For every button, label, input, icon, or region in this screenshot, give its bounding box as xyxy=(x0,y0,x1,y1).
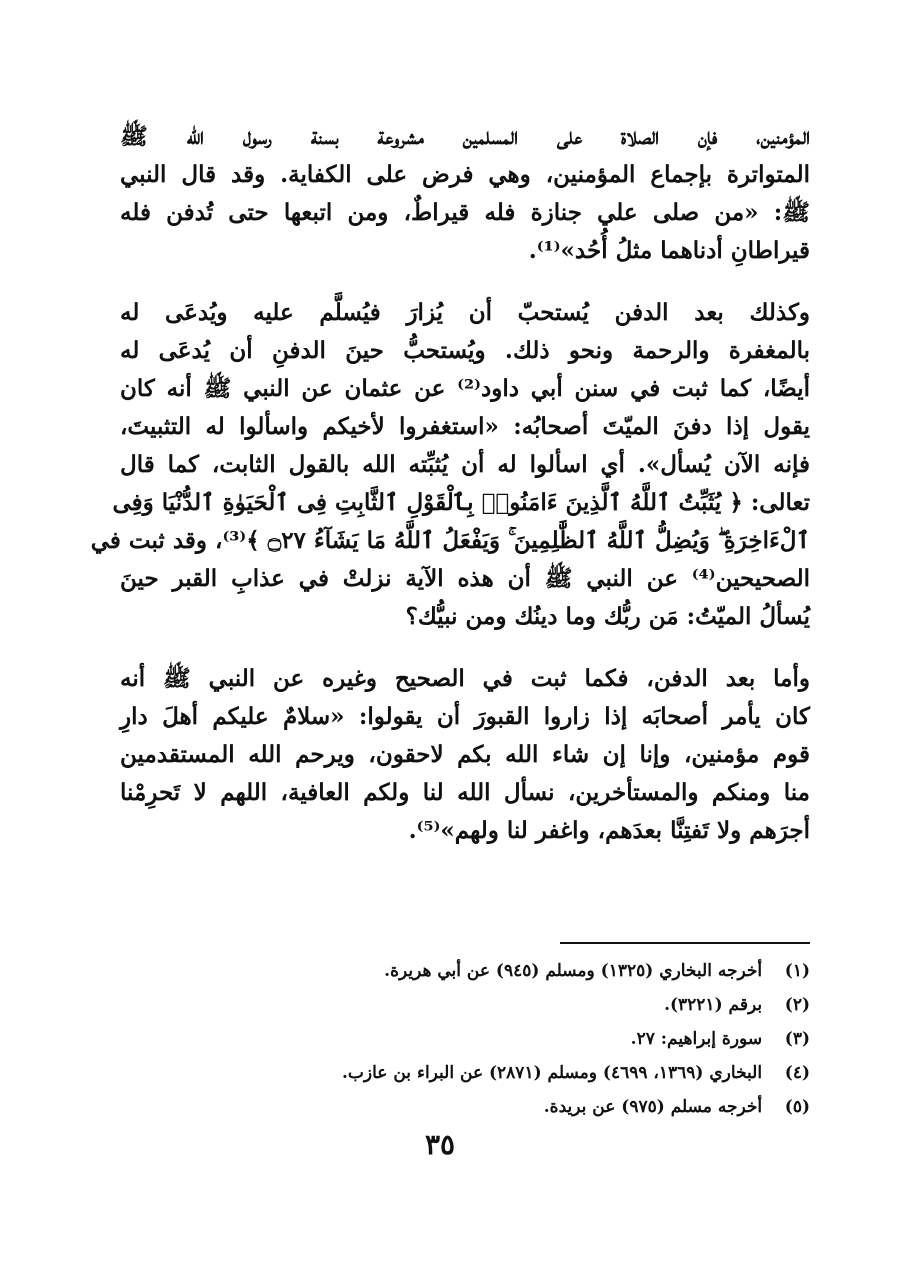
text-line: المؤمنين، فإن الصلاة على المسلمين مشروعة بسنة رسول الله ﷺ xyxy=(120,123,810,150)
footnote-divider xyxy=(560,942,810,944)
footnote-number: (٥) xyxy=(784,1097,810,1117)
text-line: المتواترة بإجماع المؤمنين، وهي فرض على الكفاية. وقد قال النبي xyxy=(120,161,810,188)
paragraph-3 xyxy=(120,660,810,850)
footnote-text: أخرجه البخاري (١٣٢٥) ومسلم (٩٤٥) عن أبي هريرة. xyxy=(384,961,763,981)
footnote-text: البخاري (١٣٦٩، ٤٦٩٩) ومسلم (٢٨٧١) عن البراء بن عازب. xyxy=(341,1063,763,1083)
text-line: الصحيحين⁽⁴⁾ عن النبي ﷺ أن هذه الآية نزلتْ في عذابِ القبر حينَ xyxy=(120,565,810,592)
quran-verse-line: تعالى: ﴿ يُثَبِّتُ ٱللَّهُ ٱلَّذِينَ ءَامَنُوا۟ بِٱلْقَوْلِ ٱلثَّابِتِ فِى ٱلْحَيَوٰةِ ٱلدُّنْيَا وَفِى xyxy=(112,489,810,516)
quran-verse-line: ٱلْءَاخِرَةِ ۖ وَيُضِلُّ ٱللَّهُ ٱلظَّٰلِمِينَ ۚ وَيَفْعَلُ ٱللَّهُ مَا يَشَآءُ ۝٢٧ ﴾⁽³⁾، وقد ثبت في xyxy=(90,527,810,554)
text-line: وكذلك بعد الدفن يُستحبّ أن يُزارَ فيُسلَّم عليه ويُدعَى له xyxy=(120,299,810,326)
footnote-text: برقم (٣٢٢١). xyxy=(664,995,763,1015)
footnote-number: (٢) xyxy=(784,995,810,1015)
footnote xyxy=(140,1090,810,1124)
text-line: ﷺ: «من صلى علي جنازة فله قيراطٌ، ومن اتبعها حتى تُدفن فله xyxy=(120,199,810,226)
footnote-text: أخرجه مسلم (٩٧٥) عن بريدة. xyxy=(543,1097,763,1117)
page-number: ٣٥ xyxy=(424,1128,456,1161)
text-line: كان يأمر أصحابَه إذا زاروا القبورَ أن يقولوا: «سلامٌ عليكم أهلَ دارِ xyxy=(120,703,810,730)
text-line: منا ومنكم والمستأخرين، نسأل الله لنا ولكم العافية، اللهم لا تَحرِمْنا xyxy=(120,779,810,806)
text-line: وأما بعد الدفن، فكما ثبت في الصحيح وغيره عن النبي ﷺ أنه xyxy=(120,665,810,692)
footnote-number: (٤) xyxy=(784,1063,810,1083)
text-line: يقول إذا دفنَ الميّتَ أصحابُه: «استغفروا لأخيكم واسألوا له التثبيتَ، xyxy=(120,413,810,440)
footnotes xyxy=(140,954,810,1124)
main-text xyxy=(90,118,810,850)
text-line: فإنه الآن يُسأل». أي اسألوا له أن يُثبِّته الله بالقول الثابت، كما قال xyxy=(120,451,810,478)
footnote xyxy=(140,988,810,1022)
paragraph-1 xyxy=(120,118,810,270)
text-line: قيراطانِ أدناهما مثلُ أُحُد»⁽¹⁾. xyxy=(528,237,810,264)
footnote xyxy=(140,1056,810,1090)
paragraph-2 xyxy=(90,294,810,636)
footnote xyxy=(140,1022,810,1056)
text-line: يُسألُ الميّتُ: مَن ربُّك وما دينُك ومن نبيُّك؟ xyxy=(405,603,810,630)
footnote-number: (١) xyxy=(784,961,810,981)
text-line: أجرَهم ولا تَفتِنَّا بعدَهم، واغفر لنا ولهم»⁽⁵⁾. xyxy=(408,817,810,844)
text-line: بالمغفرة والرحمة ونحو ذلك. ويُستحبُّ حينَ الدفنِ أن يُدعَى له xyxy=(120,337,810,364)
text-line: قوم مؤمنين، وإنا إن شاء الله بكم لاحقون، ويرحم الله المستقدمين xyxy=(120,741,810,768)
text-line: أيضًا، كما ثبت في سنن أبي داود⁽²⁾ عن عثمان عن النبي ﷺ أنه كان xyxy=(120,375,810,402)
footnote-text: سورة إبراهيم: ٢٧. xyxy=(630,1029,763,1049)
footnote-number: (٣) xyxy=(784,1029,810,1049)
footnote xyxy=(140,954,810,988)
